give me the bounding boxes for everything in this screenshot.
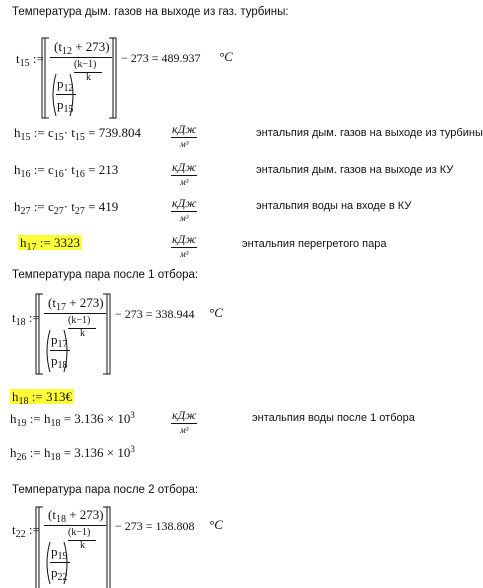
unit-celsius: °C: [209, 517, 223, 532]
unit-celsius: °C: [209, 305, 223, 320]
p15: $p_{15}$: [57, 97, 74, 115]
p-fraction-line: [50, 562, 70, 563]
lhs-t15: $t_{15}$ :=: [16, 51, 44, 69]
unit-kj-m3: кДж м³: [172, 122, 197, 149]
numerator-t17: $(t_{17} + 273)$: [48, 295, 104, 313]
result-t15: − 273 = 489.937: [121, 51, 201, 65]
unit-celsius: °C: [219, 49, 233, 64]
p12: $p_{12}$: [57, 76, 74, 94]
fraction-line: [50, 57, 112, 58]
lhs-t22: $t_{22}$ :=: [12, 522, 40, 540]
exponent-k: (k−1): [68, 527, 91, 538]
note-h15: энтальпия дым. газов на выходе из турбины: [256, 127, 483, 139]
exponent-den: k: [80, 328, 85, 339]
section-heading-steam-2: Температура пара после 2 отбора:: [12, 484, 199, 496]
formula-h19: $h_{19}$ := $h_{18} = 3.136 \times 10^3$: [10, 410, 135, 429]
note-h19: энтальпия воды после 1 отбора: [252, 412, 415, 424]
p22: $p_{22}$: [51, 565, 68, 583]
exponent-den: k: [80, 540, 85, 551]
exponent-k: (k−1): [68, 315, 91, 326]
unit-kj-m3: кДж м³: [172, 408, 197, 435]
note-h17: энтальпия перегретого пара: [242, 238, 387, 250]
result-t22: − 273 = 138.808: [115, 519, 195, 533]
formula-h27: $h_{27}$ := $c_{27}\cdot t_{27} = 419$: [14, 199, 119, 217]
section-heading-steam-1: Температура пара после 1 отбора:: [12, 269, 199, 281]
result-t18: − 273 = 338.944: [115, 307, 195, 321]
numerator-t12: $(t_{12} + 273)$: [54, 39, 110, 57]
exponent-den: k: [86, 72, 91, 83]
note-h16: энтальпия дым. газов на выходе из КУ: [256, 164, 454, 176]
p-fraction-line: [56, 94, 76, 95]
unit-kj-m3: кДж м³: [172, 160, 197, 187]
p19: $p_{19}$: [51, 544, 68, 562]
p-fraction-line: [50, 350, 70, 351]
note-h27: энтальпия воды на входе в КУ: [256, 200, 412, 212]
fraction-line: [44, 525, 106, 526]
section-heading-gas-temp: Температура дым. газов на выходе из газ. турбины:: [12, 6, 289, 18]
formula-h18: $h_{18}$ := 313€: [12, 389, 72, 407]
formula-h15: $h_{15}$ := $c_{15}\cdot t_{15} = 739.804$: [14, 125, 142, 143]
formula-h16: $h_{16}$ := $c_{16}\cdot t_{16} = 213$: [14, 162, 119, 180]
unit-kj-m3: кДж м³: [172, 232, 197, 259]
numerator-t18: $(t_{18} + 273)$: [48, 507, 104, 525]
formula-h26: $h_{26}$ := $h_{18} = 3.136 \times 10^3$: [10, 444, 135, 463]
lhs-t18: $t_{18}$ :=: [12, 310, 40, 328]
p17: $p_{17}$: [51, 332, 68, 350]
exponent-k: (k−1): [74, 59, 97, 70]
formula-h17: $h_{17}$ := 3323: [20, 235, 80, 253]
p18: $p_{18}$: [51, 353, 68, 371]
fraction-line: [44, 313, 106, 314]
unit-kj-m3: кДж м³: [172, 196, 197, 223]
